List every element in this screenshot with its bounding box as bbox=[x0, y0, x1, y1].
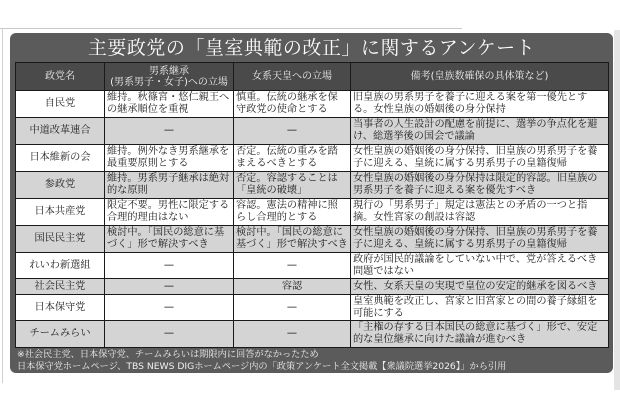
left-divider bbox=[2, 28, 3, 383]
female-line-cell: 慎重。伝統の継承を保守政党の使命とする bbox=[234, 91, 351, 118]
panel-title: 主要政党の「皇室典範の改正」に関するアンケート bbox=[87, 37, 536, 59]
female-line-cell: 検討中。「国民の総意に基づく」形で解決すべき bbox=[234, 226, 351, 253]
female-line-cell: 否定。伝統の重みを踏まえるべきとする bbox=[234, 145, 351, 172]
notes-cell: 政府が国民的議論をしていない中で、党が答えるべき問題ではない bbox=[351, 253, 609, 279]
notes-cell: 女性皇族の婚姻後の身分保持、旧皇族の男系男子を養子に迎える、皇統に属する男系男子の皇籍復帰 bbox=[351, 145, 609, 172]
male-line-cell: — bbox=[105, 279, 234, 295]
table-header-row bbox=[16, 63, 609, 91]
notes-cell: 女性皇族の婚姻後の身分保持は限定的容認。旧皇族の男系男子を養子に迎える案を優先すべき bbox=[351, 172, 609, 199]
header-male-line bbox=[105, 63, 234, 91]
party-name: 自民党 bbox=[16, 91, 105, 118]
table-row bbox=[16, 172, 609, 199]
male-line-cell: 維持。男系男子継承は絶対的な原則 bbox=[105, 172, 234, 199]
notes-cell: 現行の「男系男子」規定は憲法との矛盾の一つと指摘。女性宮家の創設は容認 bbox=[351, 199, 609, 226]
notes-cell: 女性皇族の婚姻後の身分保持、旧皇族の男系男子を養子に迎える、皇統に属する男系男子の皇籍復帰 bbox=[351, 226, 609, 253]
male-line-cell: 限定不要。男性に限定する合理的理由はない bbox=[105, 199, 234, 226]
survey-panel bbox=[10, 33, 613, 373]
party-name: れいわ新選組 bbox=[16, 253, 105, 279]
party-name: 日本維新の会 bbox=[16, 145, 105, 172]
party-name: チームみらい bbox=[16, 321, 105, 348]
male-line-cell: 維持。例外なき男系継承を最重要原則とする bbox=[105, 145, 234, 172]
footnotes bbox=[17, 349, 607, 372]
male-line-cell: — bbox=[105, 253, 234, 279]
female-line-cell: — bbox=[234, 295, 351, 321]
party-name: 中道改革連合 bbox=[16, 118, 105, 145]
table-row bbox=[16, 226, 609, 253]
female-line-cell: 容認 bbox=[234, 279, 351, 295]
male-line-cell: — bbox=[105, 321, 234, 348]
right-edge-strip bbox=[614, 30, 620, 390]
table-row bbox=[16, 279, 609, 295]
table-row bbox=[16, 145, 609, 172]
header-party: 政党名 bbox=[16, 63, 105, 91]
survey-table bbox=[15, 62, 609, 348]
table-row bbox=[16, 295, 609, 321]
male-line-cell: 維持。秋篠宮・悠仁親王への継承順位を重視 bbox=[105, 91, 234, 118]
header-male-line-1: 男系継承 bbox=[149, 65, 189, 77]
party-name: 参政党 bbox=[16, 172, 105, 199]
top-divider bbox=[0, 28, 462, 29]
table-row bbox=[16, 199, 609, 226]
notes-cell: 女性、女系天皇の実現で皇位の安定的継承を図るべき bbox=[351, 279, 609, 295]
male-line-cell: — bbox=[105, 295, 234, 321]
female-line-cell: 容認。憲法の精神に照らし合理的とする bbox=[234, 199, 351, 226]
table-row bbox=[16, 118, 609, 145]
table-row bbox=[16, 321, 609, 348]
footnote-line-1: ※社会民主党、日本保守党、チームみらいは期限内に回答がなかったため bbox=[17, 349, 319, 360]
table-row bbox=[16, 253, 609, 279]
header-notes: 備考(皇族数確保の具体策など) bbox=[351, 63, 609, 91]
male-line-cell: 検討中。「国民の総意に基づく」形で解決すべき bbox=[105, 226, 234, 253]
party-name: 社会民主党 bbox=[16, 279, 105, 295]
notes-cell: 「主権の存する日本国民の総意に基づく」形で、安定的な皇位継承に向けた議論が進むべき bbox=[351, 321, 609, 348]
female-line-cell: 否定。容認することは「皇統の破壊」 bbox=[234, 172, 351, 199]
header-female-line: 女系天皇への立場 bbox=[234, 63, 351, 91]
footnote-line-2: 日本保守党ホームページ、TBS NEWS DIGホームページ内の「政策アンケート全文掲載【衆議院選挙2026】」から引用 bbox=[17, 360, 507, 372]
notes-cell: 旧皇族の男系男子を養子に迎える案を第一優先とする。女性皇族の婚姻後の身分保持 bbox=[351, 91, 609, 118]
party-name: 日本保守党 bbox=[16, 295, 105, 321]
header-male-line-2: (男系男子・女子)への立場 bbox=[110, 76, 228, 88]
notes-cell: 当事者の人生設計の配慮を前提に、選挙の争点化を避け、総選挙後の国会で議論 bbox=[351, 118, 609, 145]
male-line-cell: — bbox=[105, 118, 234, 145]
female-line-cell: — bbox=[234, 253, 351, 279]
table-row bbox=[16, 91, 609, 118]
female-line-cell: — bbox=[234, 321, 351, 348]
party-name: 国民民主党 bbox=[16, 226, 105, 253]
notes-cell: 皇室典範を改正し、宮家と旧宮家との間の養子縁組を可能にする bbox=[351, 295, 609, 321]
party-name: 日本共産党 bbox=[16, 199, 105, 226]
female-line-cell: — bbox=[234, 118, 351, 145]
